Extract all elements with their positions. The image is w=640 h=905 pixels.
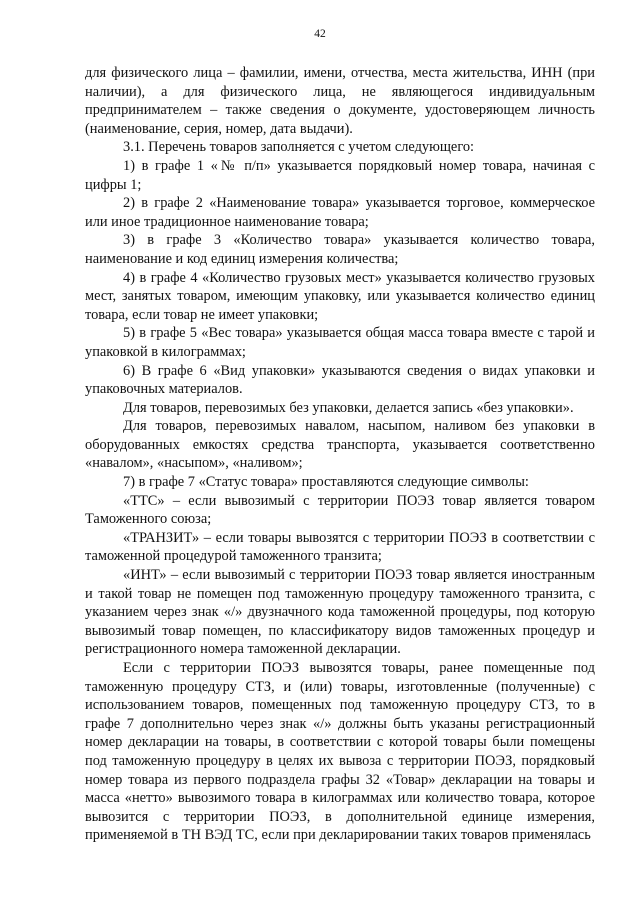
paragraph-status-int: «ИНТ» – если вывозимый с территории ПОЭЗ товар является иностранным и такой товар не помещен под таможенную процедуру таможенного транзита, с указанием через знак «/» двузначного кода таможенной процедуры, под которую вывозимый товар помещен, по классификатору видов таможенных процедур и регистрационного номера таможенной декларации. <box>85 567 595 658</box>
paragraph-status-tts: «ТТС» – если вывозимый с территории ПОЭЗ товар является товаром Таможенного союза; <box>85 492 595 528</box>
paragraph-column-1: 1) в графе 1 «№ п/п» указывается порядковый номер товара, начиная с цифры 1; <box>85 157 595 193</box>
paragraph-column-3: 3) в графе 3 «Количество товара» указывается количество товара, наименование и код единиц измерения количества; <box>85 232 595 267</box>
paragraph-column-4: 4) в графе 4 «Количество грузовых мест» указывается количество грузовых мест, занятых товаром, имеющим упаковку, или указывается количество единиц товара, если товар не имеет упаковки; <box>85 269 595 323</box>
document-body <box>85 64 595 845</box>
paragraph-3-1-intro: 3.1. Перечень товаров заполняется с учетом следующего: <box>123 139 475 156</box>
paragraph-column-5: 5) в графе 5 «Вес товара» указывается общая масса товара вместе с тарой и упаковкой в килограммах; <box>85 325 595 360</box>
paragraph-stz-goods: Если с территории ПОЭЗ вывозятся товары, ранее помещенные под таможенную процедуру СТЗ, и (или) товары, изготовленные (полученные) с использованием товаров, помещенных под таможенную процедуру СТЗ, то в графе 7 дополнительно через знак «/» должны быть указаны регистрационный номер декларации на товары, в соответствии с которой товары были помещены под таможенную процедуру в целях их вывоза с территории ПОЭЗ, порядковый номер товара из первого подраздела графы 32 «Товар» декларации на товары и масса «нетто» вывозимого товара в килограммах или количество товара, которое вывозится с территории ПОЭЗ, в дополнительной единице измерения, применяемой в ТН ВЭД ТС, если при декларировании таких товаров применялась <box>85 660 595 844</box>
paragraph-column-2: 2) в графе 2 «Наименование товара» указывается торговое, коммерческое или иное традиционное наименование товара; <box>85 195 595 230</box>
paragraph-bulk-goods: Для товаров, перевозимых навалом, насыпом, наливом без упаковки в оборудованных емкостях средства транспорта, указывается соответственно «навалом», «насыпом», «наливом»; <box>85 418 595 472</box>
page-number: 42 <box>314 28 326 40</box>
paragraph-applicant-details: для физического лица – фамилии, имени, отчества, места жительства, ИНН (при наличии), а для физического лица, не являющегося индивидуальным предпринимателем – также сведения о документе, удостоверяющем личность (наименование, серия, номер, дата выдачи). <box>85 65 595 137</box>
paragraph-column-7: 7) в графе 7 «Статус товара» проставляются следующие символы: <box>123 474 529 491</box>
paragraph-unpacked-goods: Для товаров, перевозимых без упаковки, делается запись «без упаковки». <box>123 399 574 416</box>
paragraph-status-transit: «ТРАНЗИТ» – если товары вывозятся с территории ПОЭЗ в соответствии с таможенной процедурой таможенного транзита; <box>85 529 595 565</box>
paragraph-column-6: 6) В графе 6 «Вид упаковки» указываются сведения о видах упаковки и упаковочных материалов. <box>85 362 595 398</box>
